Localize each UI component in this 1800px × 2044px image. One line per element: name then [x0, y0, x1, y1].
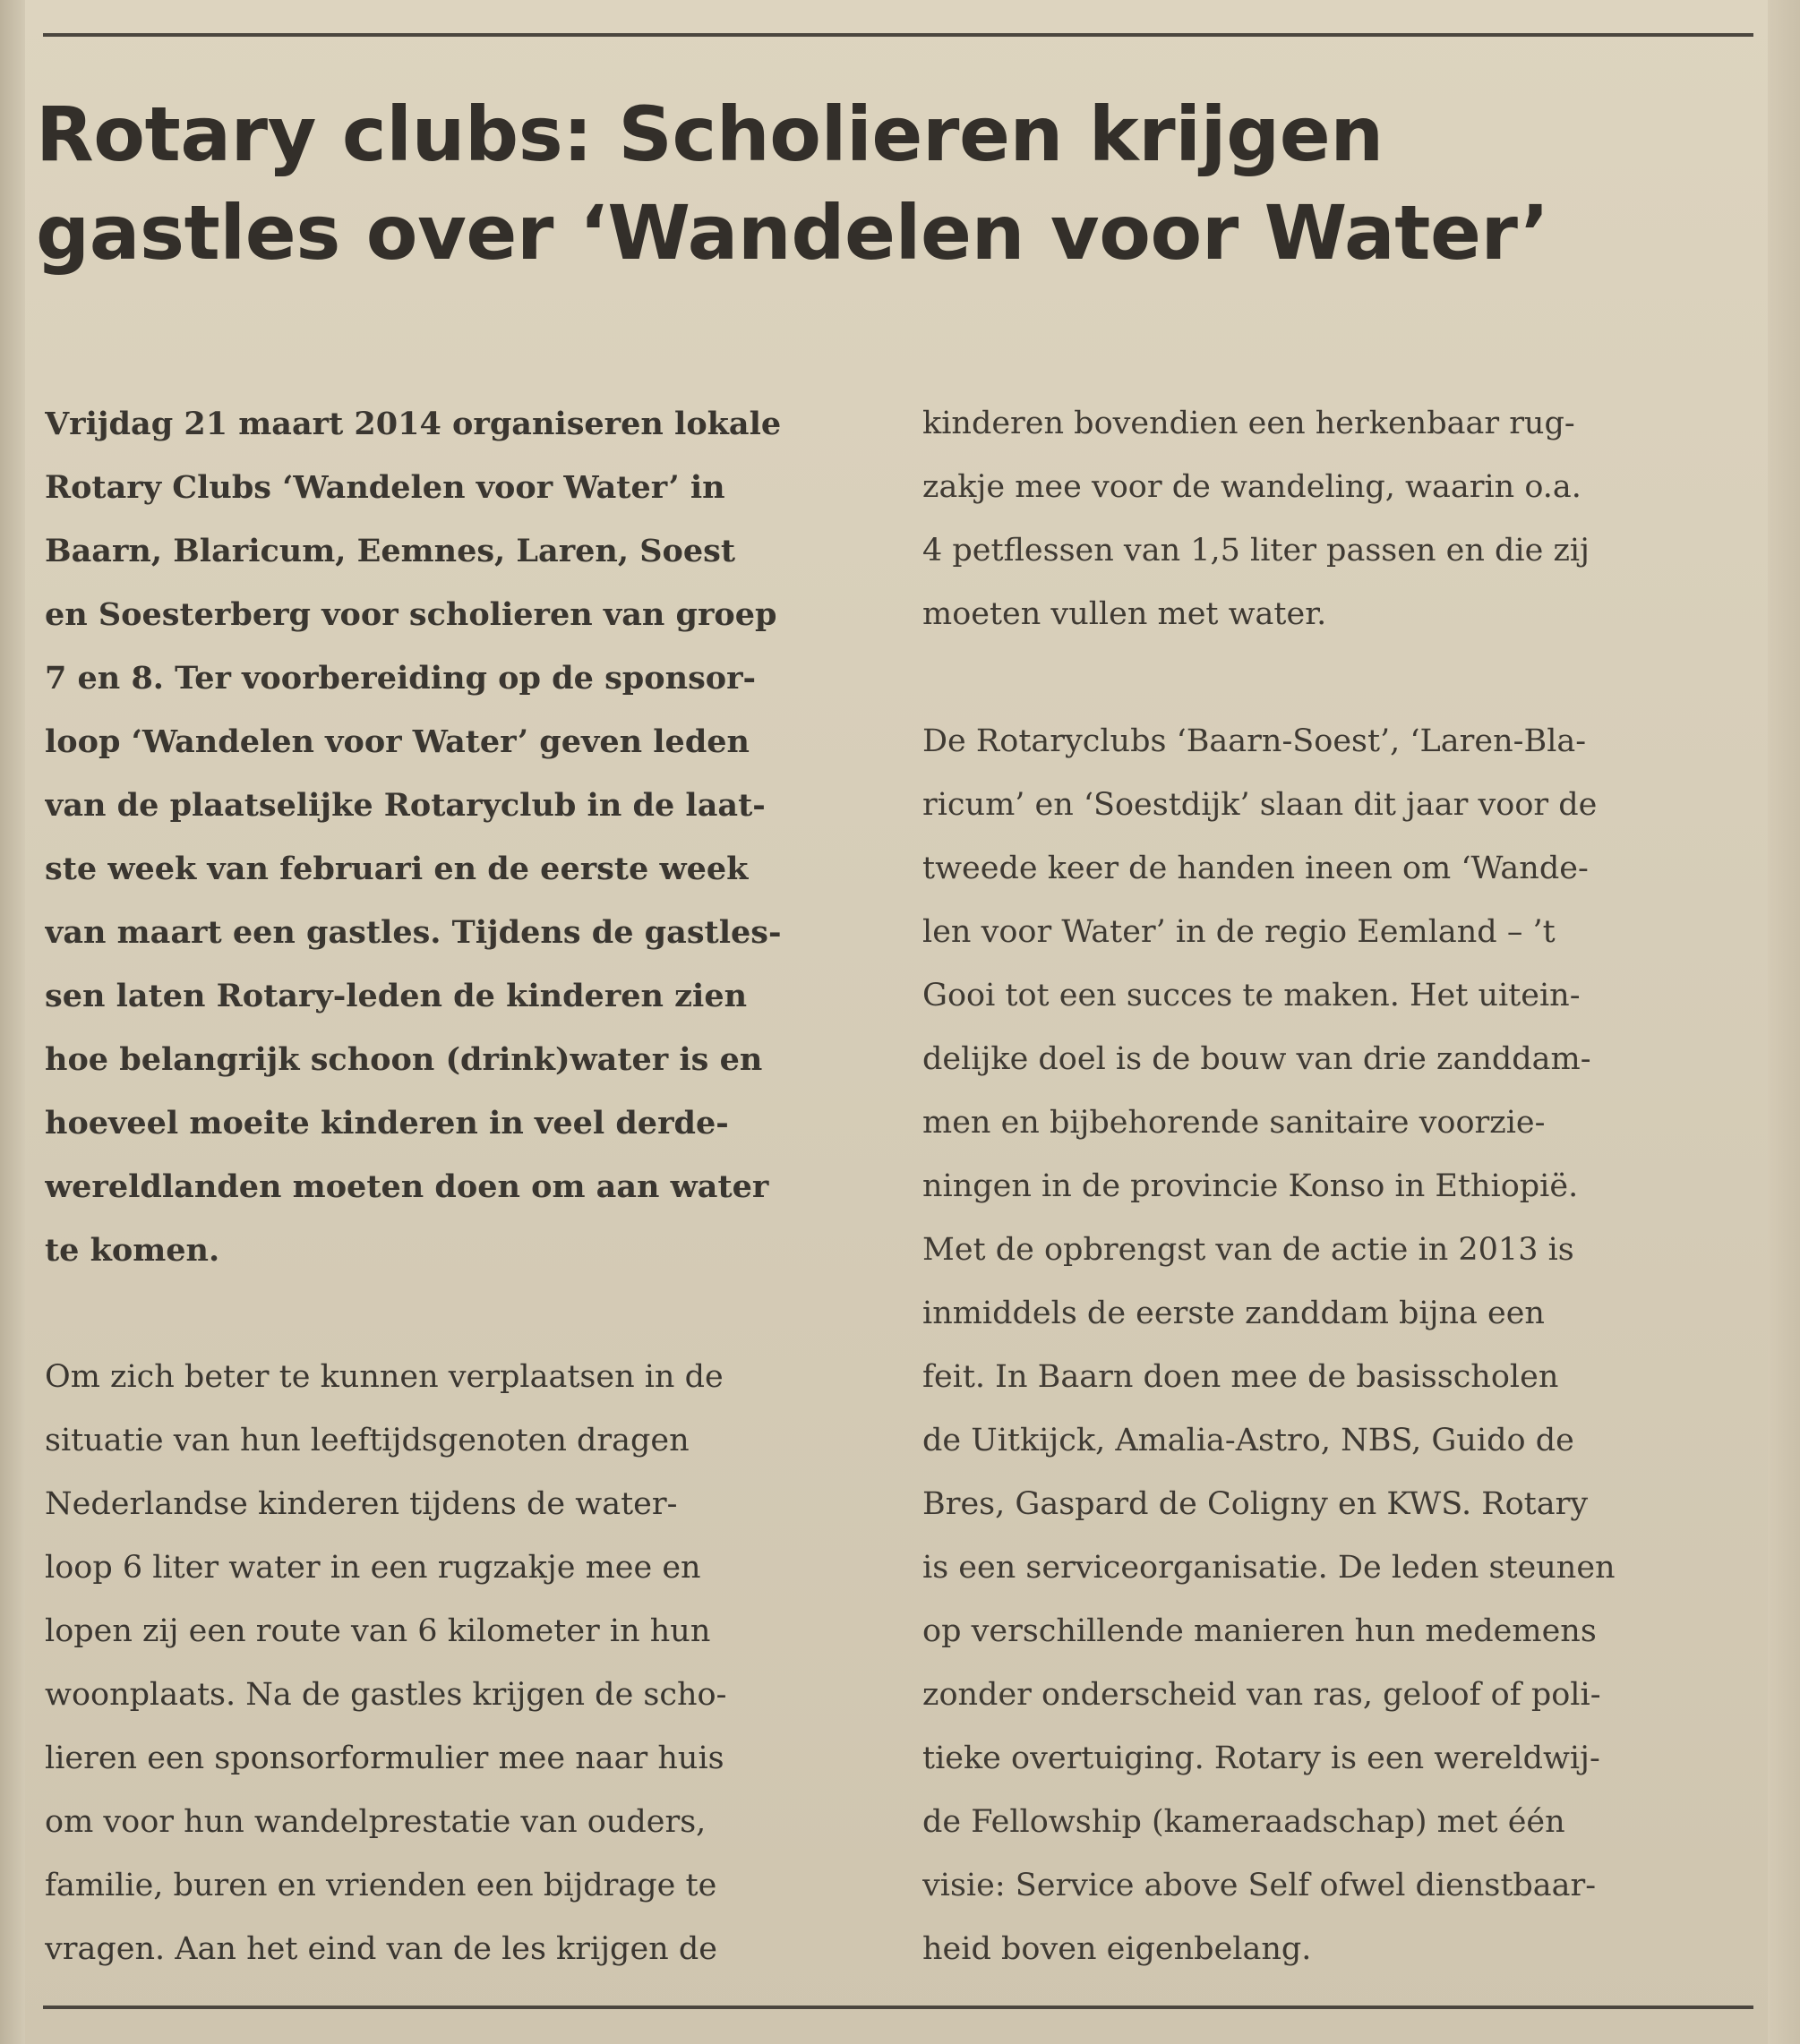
- right-column: [922, 392, 1755, 1981]
- text-line: heid boven eigenbelang.: [922, 1931, 1312, 1967]
- text-line: woonplaats. Na de gastles krijgen de scho-: [45, 1677, 727, 1713]
- text-line: de Fellowship (kameraadschap) met één: [922, 1804, 1565, 1840]
- text-line: visie: Service above Self ofwel dienstbaar-: [922, 1868, 1597, 1903]
- text-line: Met de opbrengst van de actie in 2013 is: [922, 1232, 1574, 1268]
- text-line: men en bijbehorende sanitaire voorzie-: [922, 1105, 1546, 1141]
- text-line: De Rotaryclubs ‘Baarn-Soest’, ‘Laren-Bla-: [922, 723, 1587, 759]
- text-line: om voor hun wandelprestatie van ouders,: [45, 1804, 707, 1840]
- text-line: ricum’ en ‘Soestdijk’ slaan dit jaar voor de: [922, 787, 1598, 823]
- text-line: de Uitkijck, Amalia-Astro, NBS, Guido de: [922, 1423, 1574, 1458]
- text-line: ningen in de provincie Konso in Ethiopië.: [922, 1168, 1579, 1204]
- text-line: lopen zij een route van 6 kilometer in hun: [45, 1613, 711, 1649]
- text-line: op verschillende manieren hun medemens: [922, 1613, 1597, 1649]
- text-line: moeten vullen met water.: [922, 596, 1327, 632]
- headline: [36, 85, 1764, 282]
- text-line: kinderen bovendien een herkenbaar rug-: [922, 406, 1575, 441]
- text-line: sen laten Rotary-leden de kinderen zien: [45, 978, 748, 1014]
- text-line: delijke doel is de bouw van drie zanddam-: [922, 1041, 1591, 1077]
- text-line: len voor Water’ in de regio Eemland – ’t: [922, 914, 1556, 950]
- text-line: is een serviceorganisatie. De leden steunen: [922, 1550, 1616, 1586]
- intro-paragraph: [45, 392, 870, 1282]
- continuation-paragraph: [922, 392, 1755, 646]
- text-line: tieke overtuiging. Rotary is een wereldwij-: [922, 1740, 1600, 1776]
- text-line: wereldlanden moeten doen om aan water: [45, 1168, 769, 1205]
- text-line: Baarn, Blaricum, Eemnes, Laren, Soest: [45, 533, 735, 569]
- text-line: familie, buren en vrienden een bijdrage te: [45, 1868, 717, 1903]
- bottom-rule: [43, 2006, 1753, 2009]
- top-rule: [43, 33, 1753, 37]
- body-paragraph: [45, 1346, 870, 1981]
- text-line: loop ‘Wandelen voor Water’ geven leden: [45, 723, 750, 760]
- text-line: te komen.: [45, 1232, 220, 1269]
- paragraph-spacer: [922, 646, 1755, 710]
- headline-line: gastles over ‘Wandelen voor Water’: [36, 189, 1549, 277]
- text-line: van de plaatselijke Rotaryclub in de laat-: [45, 787, 766, 824]
- text-line: inmiddels de eerste zanddam bijna een: [922, 1296, 1545, 1331]
- text-line: feit. In Baarn doen mee de basisscholen: [922, 1359, 1559, 1395]
- paragraph-spacer: [45, 1282, 870, 1346]
- text-line: 4 petflessen van 1,5 liter passen en die zij: [922, 533, 1590, 569]
- text-line: zonder onderscheid van ras, geloof of poli-: [922, 1677, 1601, 1713]
- text-line: Om zich beter te kunnen verplaatsen in de: [45, 1359, 724, 1395]
- body-paragraph: [922, 710, 1755, 1981]
- text-line: Rotary Clubs ‘Wandelen voor Water’ in: [45, 469, 725, 506]
- left-column: [45, 392, 870, 1981]
- text-line: vragen. Aan het eind van de les krijgen de: [45, 1931, 717, 1967]
- text-line: hoe belangrijk schoon (drink)water is en: [45, 1041, 763, 1078]
- text-line: Bres, Gaspard de Coligny en KWS. Rotary: [922, 1486, 1589, 1522]
- headline-line: Rotary clubs: Scholieren krijgen: [36, 90, 1384, 178]
- text-line: Gooi tot een succes te maken. Het uitein-: [922, 978, 1581, 1013]
- text-line: en Soesterberg voor scholieren van groep: [45, 596, 777, 633]
- text-line: Vrijdag 21 maart 2014 organiseren lokale: [45, 406, 782, 442]
- text-line: zakje mee voor de wandeling, waarin o.a.: [922, 469, 1581, 505]
- text-line: hoeveel moeite kinderen in veel derde-: [45, 1105, 729, 1142]
- text-line: van maart een gastles. Tijdens de gastles-: [45, 914, 782, 951]
- text-line: Nederlandse kinderen tijdens de water-: [45, 1486, 678, 1522]
- text-line: ste week van februari en de eerste week: [45, 851, 749, 887]
- text-line: loop 6 liter water in een rugzakje mee en: [45, 1550, 701, 1586]
- text-line: lieren een sponsorformulier mee naar huis: [45, 1740, 724, 1776]
- text-line: tweede keer de handen ineen om ‘Wande-: [922, 851, 1589, 886]
- text-line: 7 en 8. Ter voorbereiding op de sponsor-: [45, 660, 757, 697]
- text-line: situatie van hun leeftijdsgenoten dragen: [45, 1423, 690, 1458]
